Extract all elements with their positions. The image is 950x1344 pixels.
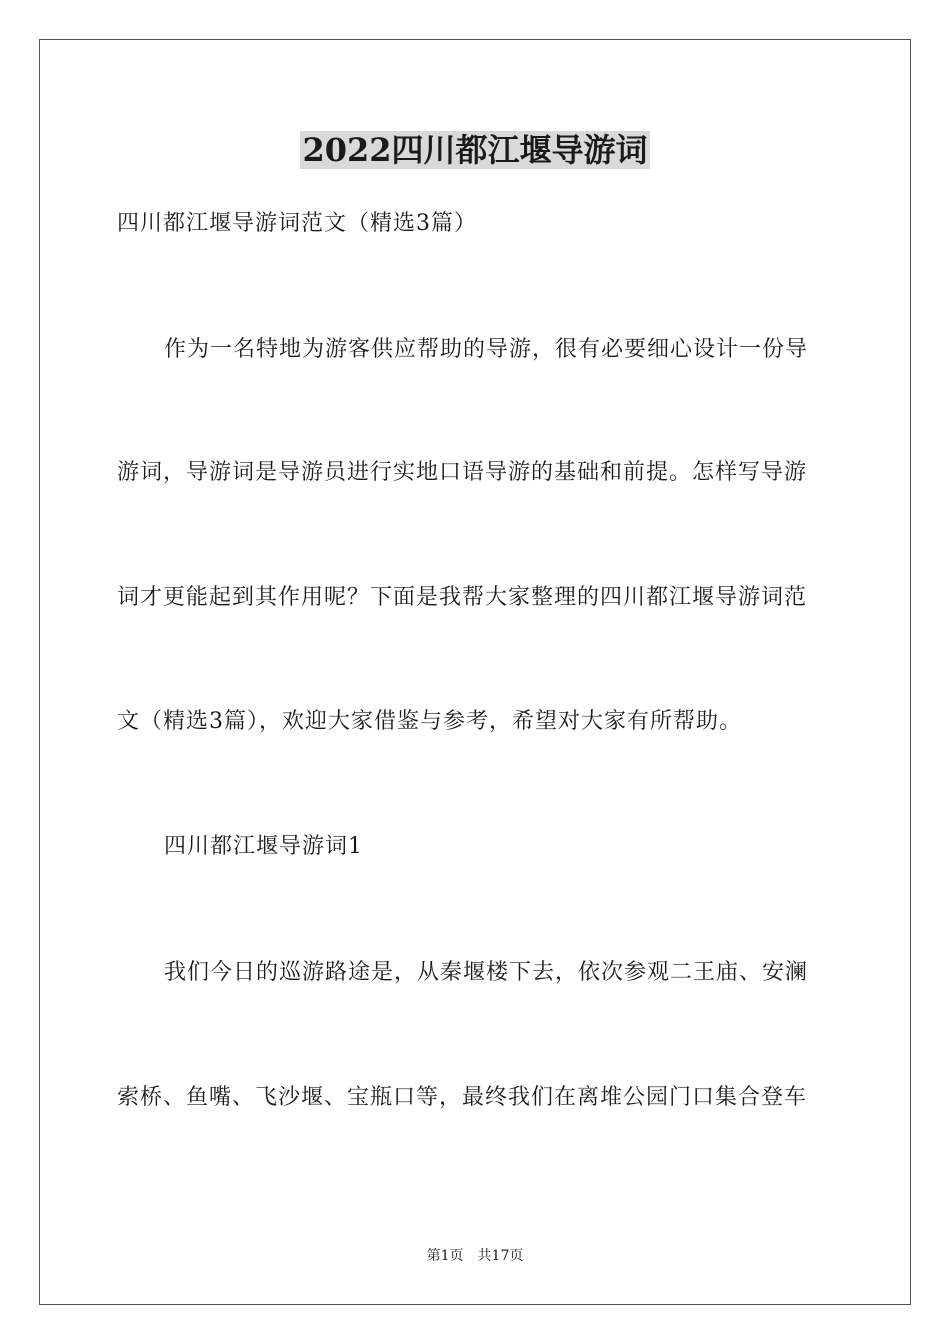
paragraph-line: 作为一名特地为游客供应帮助的导游，很有必要细心设计一份导 bbox=[164, 337, 809, 362]
paragraph-line: 索桥、鱼嘴、飞沙堰、宝瓶口等，最终我们在离堆公园门口集合登车 bbox=[117, 1085, 808, 1110]
paragraph-line: 游词，导游词是导游员进行实地口语导游的基础和前提。怎样写导游 bbox=[117, 460, 808, 485]
page-footer: 第1页 共17页 bbox=[426, 1248, 524, 1264]
paragraph-line: 我们今日的巡游路途是，从秦堰楼下去，依次参观二王庙、安澜 bbox=[164, 960, 809, 985]
paragraph-line: 文（精选3篇），欢迎大家借鉴与参考，希望对大家有所帮助。 bbox=[117, 709, 742, 734]
paragraph-line: 词才更能起到其作用呢？下面是我帮大家整理的四川都江堰导游词范 bbox=[117, 585, 808, 610]
document-title-text: 2022四川都江堰导游词 bbox=[302, 131, 648, 169]
section-heading: 四川都江堰导游词1 bbox=[164, 834, 363, 859]
document-title bbox=[0, 128, 950, 172]
document-subtitle: 四川都江堰导游词范文（精选3篇） bbox=[117, 211, 477, 236]
